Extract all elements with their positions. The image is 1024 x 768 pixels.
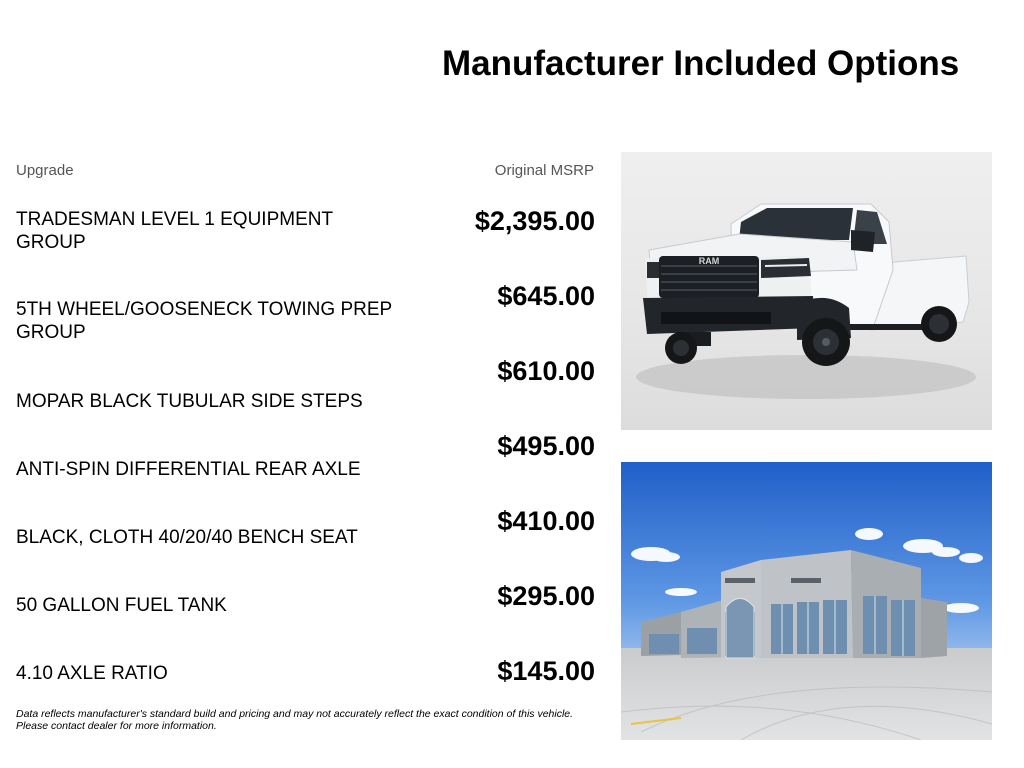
option-name: BLACK, CLOTH 40/20/40 BENCH SEAT (16, 527, 358, 548)
msrp-column-header: Original MSRP (494, 162, 594, 179)
disclaimer-text: Data reflects manufacturer's standard build and pricing and may not accurately reflect the exact condition of this vehicle. Please contact dealer for more information. (16, 708, 574, 732)
option-name: 5TH WHEEL/GOOSENECK TOWING PREP GROUP (16, 299, 392, 343)
grille-badge: RAM (698, 256, 720, 266)
option-price: $610.00 (497, 356, 595, 386)
option-price: $410.00 (497, 506, 595, 536)
option-name: MOPAR BLACK TUBULAR SIDE STEPS (16, 391, 363, 412)
option-price: $295.00 (497, 581, 595, 611)
option-name: TRADESMAN LEVEL 1 EQUIPMENT GROUP (16, 209, 333, 253)
truck-photo (621, 152, 992, 430)
option-price: $2,395.00 (474, 206, 595, 236)
option-price: $145.00 (497, 656, 595, 686)
option-name: 50 GALLON FUEL TANK (16, 595, 227, 616)
option-name: 4.10 AXLE RATIO (16, 663, 168, 684)
upgrade-column-header: Upgrade (16, 162, 74, 179)
option-price: $645.00 (497, 281, 595, 311)
page-title: Manufacturer Included Options (442, 44, 960, 83)
option-price: $495.00 (497, 431, 595, 461)
dealership-photo (621, 462, 992, 740)
option-name: ANTI-SPIN DIFFERENTIAL REAR AXLE (16, 459, 361, 480)
